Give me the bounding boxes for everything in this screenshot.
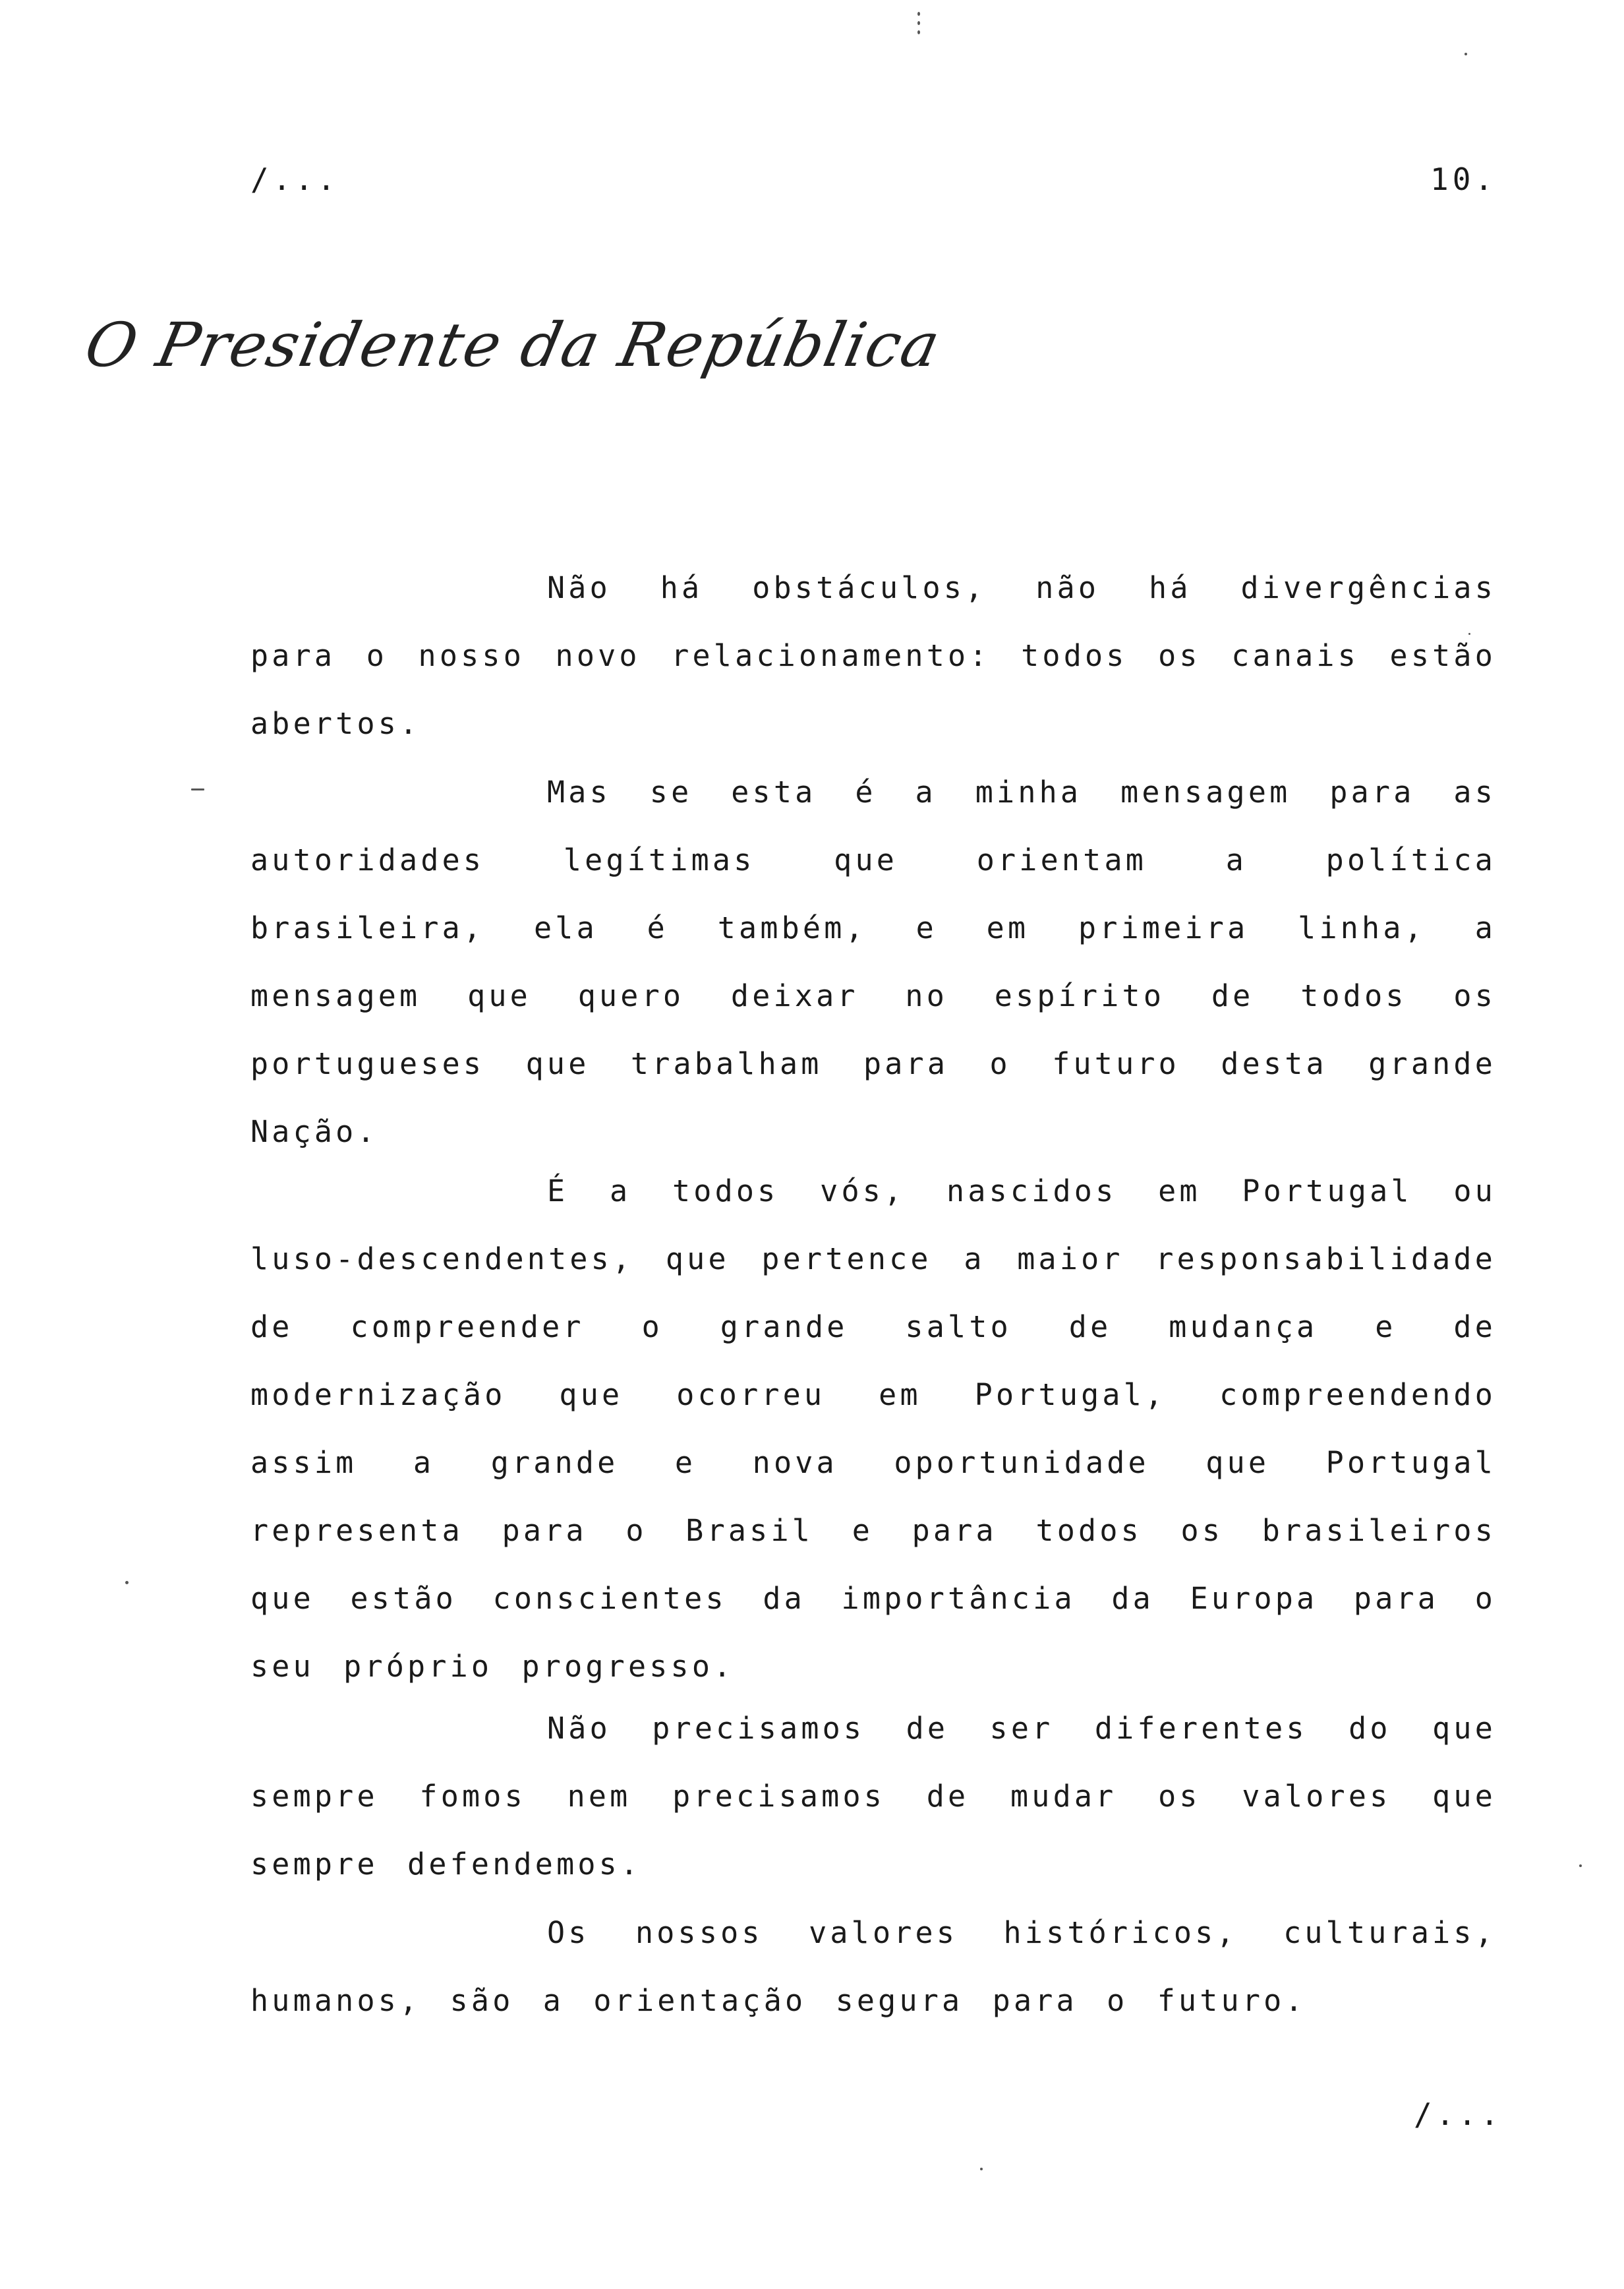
paragraph-text: Mas se esta é a minha mensagem para as autoridades legítimas que orientam a política brasileira, ela é também, e em primeira linha, a mensagem que quero deixar no espírito de todos os portugueses que trabalham para o futuro desta grande Nação. [250, 775, 1496, 1149]
scan-speck [980, 2168, 983, 2170]
paragraph-text: Os nossos valores históricos, culturais, humanos, são a orientação segura para o futuro. [250, 1915, 1496, 2018]
paragraph-3 [250, 1157, 1496, 1700]
page-number: 10. [1430, 162, 1497, 197]
scan-speck [917, 21, 920, 25]
header-continuation-mark: /... [250, 162, 339, 197]
scan-speck [1579, 1864, 1582, 1867]
paragraph-text: Não precisamos de ser diferentes do que sempre fomos nem precisamos de mudar os valores que sempre defendemos. [250, 1711, 1496, 1882]
scan-speck [125, 1581, 129, 1584]
scan-speck [1464, 53, 1467, 55]
scan-speck [917, 12, 920, 16]
paragraph-text: Não há obstáculos, não há divergências para o nosso novo relacionamento: todos os canais estão abertos. [250, 570, 1496, 741]
paragraph-4 [250, 1694, 1496, 1898]
footer-continuation-mark: /... [1414, 2096, 1503, 2132]
paragraph-2 [250, 758, 1496, 1166]
paragraph-text: É a todos vós, nascidos em Portugal ou luso-descendentes, que pertence a maior responsabilidade de compreender o grande salto de mudança e de modernização que ocorreu em Portugal, compreendendo assim a grande e nova oportunidade que Portugal representa para o Brasil e para todos os brasileiros que estão conscientes da importância da Europa para o seu próprio progresso. [250, 1174, 1496, 1684]
scan-speck [191, 788, 204, 790]
letterhead-title: O Presidente da República [79, 310, 947, 380]
scan-speck [917, 30, 920, 34]
scan-speck [1468, 633, 1470, 635]
paragraph-5 [250, 1899, 1496, 2035]
paragraph-1 [250, 554, 1496, 758]
